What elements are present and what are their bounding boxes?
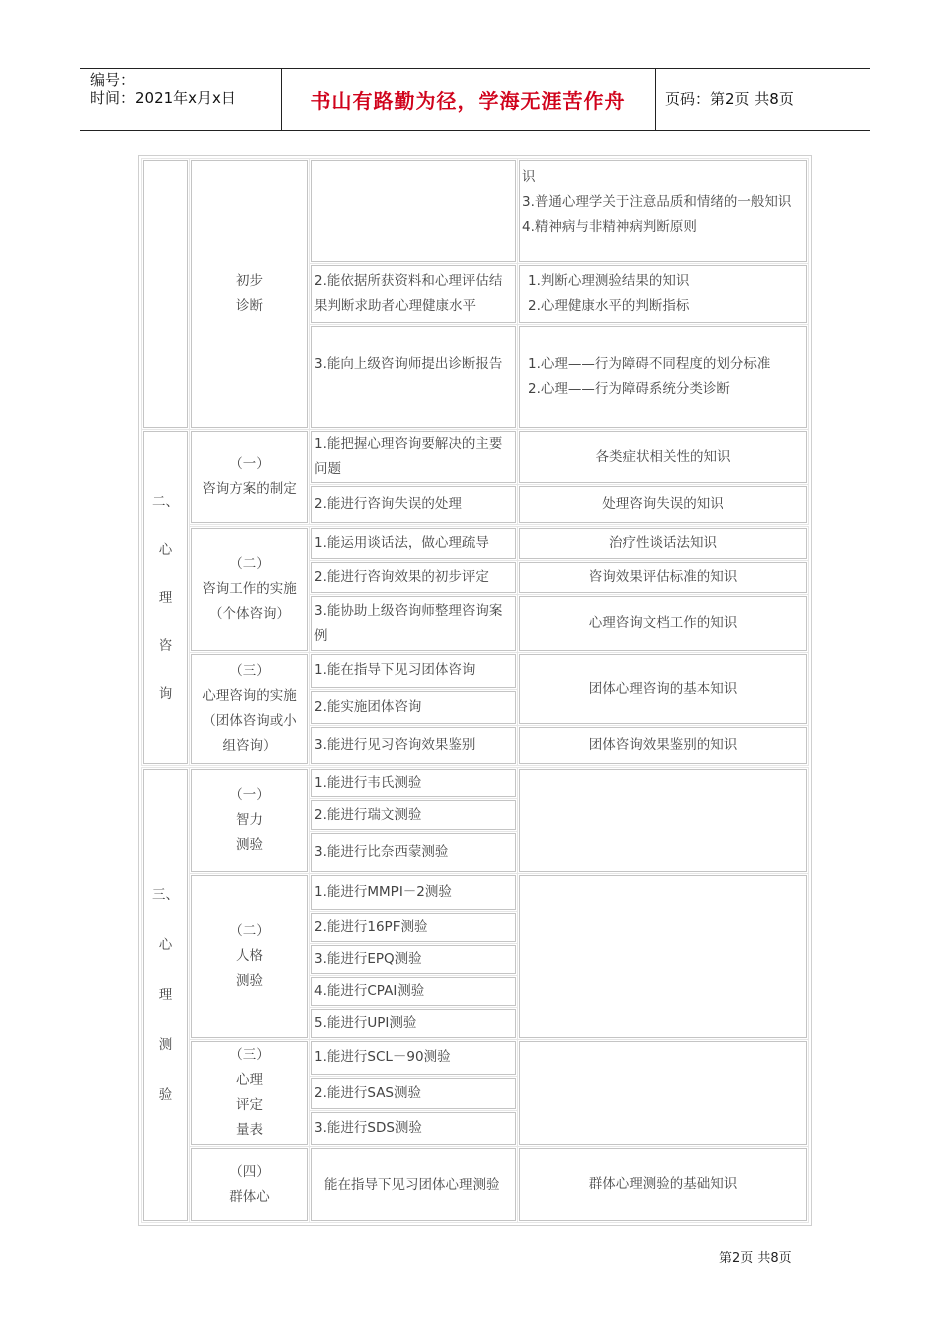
section-char: 验	[158, 1087, 173, 1103]
skill-cell	[311, 1009, 516, 1038]
knowledge-cell: 处理咨询失误的知识	[519, 486, 807, 523]
date-label: 时间：2021年x月x日	[90, 89, 236, 107]
skill-text: 3.能进行EPQ测验	[314, 951, 422, 967]
page-footer: 第2页 共8页	[719, 1251, 792, 1266]
header-page-number: 页码：第2页 共8页	[665, 90, 794, 108]
section-char: 咨	[158, 637, 173, 654]
subsection-individual: （二） 咨询工作的实施 （个体咨询）	[191, 528, 308, 651]
skill-text: 2.能进行瑞文测验	[314, 807, 422, 823]
skill-text: 能在指导下见习团体心理测验	[324, 1177, 500, 1193]
skill-text: 1.能进行MMPI－2测验	[314, 884, 452, 900]
skill-cell	[311, 562, 516, 593]
skill-cell	[311, 528, 516, 559]
knowledge-cell	[519, 875, 807, 1038]
section-label-testing	[143, 769, 188, 1221]
skill-text: 1.能进行韦氏测验	[314, 775, 422, 791]
skill-cell	[311, 1148, 516, 1221]
skill-text: 3.能进行见习咨询效果鉴别	[314, 737, 476, 753]
section-char: 理	[158, 987, 173, 1003]
skill-cell	[311, 875, 516, 910]
skill-text: 2.能实施团体咨询	[314, 699, 422, 715]
section-char: 测	[158, 1037, 173, 1053]
knowledge-cell: 团体心理咨询的基本知识	[519, 654, 807, 724]
subsection-intelligence: （一） 智力 测验	[191, 769, 308, 872]
knowledge-cell	[519, 160, 807, 262]
syllabus-table	[138, 155, 812, 1226]
section-char: 二、	[152, 493, 179, 510]
knowledge-cell: 团体咨询效果鉴别的知识	[519, 727, 807, 764]
section-char: 理	[158, 589, 173, 606]
skill-cell	[311, 596, 516, 651]
knowledge-cell: 治疗性谈话法知识	[519, 528, 807, 559]
knowledge-cell	[519, 326, 807, 428]
skill-text: 1.能把握心理咨询要解决的主要问题	[314, 436, 503, 477]
knowledge-cell	[519, 1041, 807, 1145]
subsection-rating-scales: （三） 心理 评定 量表	[191, 1041, 308, 1145]
skill-text: 3.能进行SDS测验	[314, 1120, 422, 1136]
skill-cell	[311, 913, 516, 942]
skill-cell	[311, 486, 516, 523]
knowledge-cell: 咨询效果评估标准的知识	[519, 562, 807, 593]
skill-text: 1.能运用谈话法，做心理疏导	[314, 535, 489, 551]
header-meta	[90, 71, 236, 107]
subsection-plan: （一） 咨询方案的制定	[191, 431, 308, 523]
subsection-preliminary-diagnosis: 初步 诊断	[191, 160, 308, 428]
skill-text: 2.能进行咨询失误的处理	[314, 496, 462, 512]
knowledge-text: 1.心理——行为障碍不同程度的划分标准 2.心理——行为障碍系统分类诊断	[528, 356, 771, 397]
skill-text: 2.能依据所获资料和心理评估结果判断求助者心理健康水平	[314, 273, 503, 314]
knowledge-cell: 心理咨询文档工作的知识	[519, 596, 807, 651]
knowledge-cell	[519, 769, 807, 872]
skill-cell	[311, 265, 516, 323]
skill-text: 2.能进行咨询效果的初步评定	[314, 569, 489, 585]
skill-text: 1.能在指导下见习团体咨询	[314, 662, 476, 678]
skill-text: 1.能进行SCL－90测验	[314, 1049, 451, 1065]
section-label-counseling	[143, 431, 188, 764]
knowledge-text: 识 3.普通心理学关于注意品质和情绪的一般知识 4.精神病与非精神病判断原则	[522, 169, 792, 235]
skill-cell	[311, 727, 516, 764]
subsection-personality: （二） 人格 测验	[191, 875, 308, 1038]
skill-cell	[311, 160, 516, 262]
knowledge-cell: 群体心理测验的基础知识	[519, 1148, 807, 1221]
knowledge-cell: 各类症状相关性的知识	[519, 431, 807, 483]
section-char: 心	[158, 937, 173, 953]
skill-cell	[311, 769, 516, 797]
knowledge-text: 1.判断心理测验结果的知识 2.心理健康水平的判断指标	[528, 273, 690, 314]
skill-cell	[311, 1078, 516, 1109]
skill-text: 3.能进行比奈西蒙测验	[314, 844, 449, 860]
serial-label: 编号：	[90, 71, 136, 89]
skill-cell	[311, 691, 516, 724]
skill-cell	[311, 1041, 516, 1075]
skill-text: 2.能进行16PF测验	[314, 919, 428, 935]
skill-text: 2.能进行SAS测验	[314, 1085, 422, 1101]
skill-cell	[311, 1112, 516, 1145]
skill-cell	[311, 326, 516, 428]
subsection-group: （三） 心理咨询的实施 （团体咨询或小组咨询）	[191, 654, 308, 764]
skill-text: 3.能协助上级咨询师整理咨询案例	[314, 603, 503, 644]
skill-text: 4.能进行CPAI测验	[314, 983, 425, 999]
page-header	[80, 68, 870, 131]
skill-cell	[311, 945, 516, 974]
skill-text: 5.能进行UPI测验	[314, 1015, 417, 1031]
skill-cell	[311, 977, 516, 1006]
section-char: 询	[158, 685, 173, 702]
header-divider	[655, 69, 656, 130]
skill-text: 3.能向上级咨询师提出诊断报告	[314, 356, 503, 372]
skill-cell	[311, 833, 516, 872]
section-char: 心	[158, 541, 173, 558]
skill-cell	[311, 654, 516, 688]
subsection-group-testing: （四） 群体心	[191, 1148, 308, 1221]
section-char: 三、	[152, 887, 179, 903]
skill-cell	[311, 800, 516, 830]
header-motto: 书山有路勤为径，学海无涯苦作舟	[310, 89, 626, 113]
skill-cell	[311, 431, 516, 483]
section-cell-blank	[143, 160, 188, 428]
knowledge-cell	[519, 265, 807, 323]
